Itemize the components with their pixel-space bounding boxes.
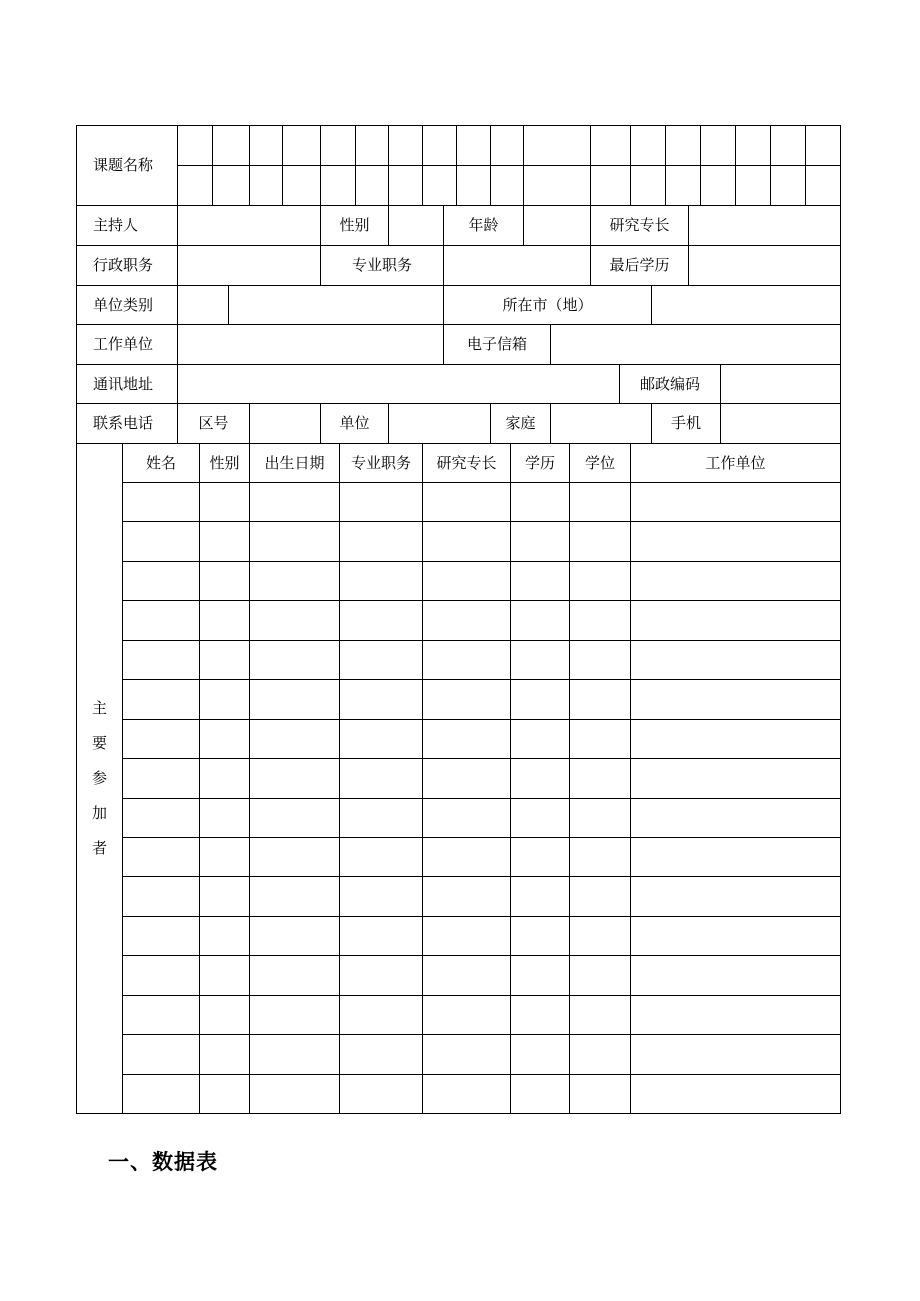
participants-table-cell[interactable] bbox=[339, 758, 423, 799]
project-name-char-box[interactable] bbox=[700, 165, 736, 206]
participants-table-cell[interactable] bbox=[339, 916, 423, 956]
participants-table-cell[interactable] bbox=[339, 640, 423, 680]
section-heading: 一、数据表 bbox=[108, 1150, 218, 1174]
participants-table-cell[interactable] bbox=[630, 600, 841, 641]
participants-table-cell[interactable] bbox=[122, 1074, 200, 1114]
participants-table-cell[interactable] bbox=[569, 640, 631, 680]
participants-table-cell[interactable] bbox=[630, 482, 841, 522]
participants-table-cell[interactable] bbox=[199, 876, 250, 917]
participants-header-cell: 学位 bbox=[569, 443, 631, 483]
participants-table-cell[interactable] bbox=[422, 876, 511, 917]
participants-table-cell[interactable] bbox=[422, 561, 511, 601]
participants-table-cell[interactable] bbox=[122, 561, 200, 601]
mobile-label: 手机 bbox=[651, 403, 721, 444]
participants-section-char: 主 bbox=[91, 699, 107, 717]
participants-table-cell[interactable] bbox=[249, 719, 340, 759]
participants-table-cell[interactable] bbox=[569, 679, 631, 720]
participants-table-cell[interactable] bbox=[569, 1034, 631, 1075]
participants-table-cell[interactable] bbox=[510, 561, 570, 601]
specialty-input[interactable] bbox=[688, 205, 841, 246]
participants-table-cell[interactable] bbox=[510, 916, 570, 956]
participants-header-cell: 学历 bbox=[510, 443, 570, 483]
participants-table-cell[interactable] bbox=[199, 561, 250, 601]
participants-table-cell[interactable] bbox=[569, 719, 631, 759]
project-name-char-box[interactable] bbox=[770, 165, 806, 206]
participants-table-cell[interactable] bbox=[249, 600, 340, 641]
participants-table-cell[interactable] bbox=[569, 995, 631, 1035]
participants-table-cell[interactable] bbox=[510, 798, 570, 838]
participants-table-cell[interactable] bbox=[339, 837, 423, 877]
participants-table-cell[interactable] bbox=[249, 758, 340, 799]
project-name-char-box[interactable] bbox=[490, 165, 524, 206]
project-name-char-box[interactable] bbox=[355, 165, 389, 206]
project-name-char-box[interactable] bbox=[388, 125, 423, 166]
participants-table-cell[interactable] bbox=[339, 876, 423, 917]
project-name-char-box[interactable] bbox=[805, 165, 841, 206]
participants-table-cell[interactable] bbox=[199, 640, 250, 680]
participants-table-cell[interactable] bbox=[630, 1034, 841, 1075]
participants-table-cell[interactable] bbox=[569, 798, 631, 838]
participants-header-cell: 出生日期 bbox=[249, 443, 340, 483]
participants-table-cell[interactable] bbox=[510, 1034, 570, 1075]
participants-table-cell[interactable] bbox=[422, 995, 511, 1035]
project-name-char-box[interactable] bbox=[490, 125, 524, 166]
highest-education-label: 最后学历 bbox=[590, 245, 689, 286]
work-unit-label: 工作单位 bbox=[76, 324, 178, 365]
unit-type-label: 单位类别 bbox=[76, 285, 178, 325]
participants-table-cell[interactable] bbox=[422, 916, 511, 956]
participants-table-cell[interactable] bbox=[422, 1074, 511, 1114]
participants-table-cell[interactable] bbox=[339, 679, 423, 720]
participants-table-cell[interactable] bbox=[199, 679, 250, 720]
participants-table-cell[interactable] bbox=[630, 916, 841, 956]
participants-table-cell[interactable] bbox=[510, 995, 570, 1035]
participants-table-cell[interactable] bbox=[199, 837, 250, 877]
postcode-input[interactable] bbox=[720, 364, 841, 404]
participants-header-cell: 工作单位 bbox=[630, 443, 841, 483]
participants-table-cell[interactable] bbox=[339, 798, 423, 838]
participants-section-char: 要 bbox=[91, 734, 107, 752]
email-input[interactable] bbox=[550, 324, 841, 365]
participants-table-cell[interactable] bbox=[122, 640, 200, 680]
participants-table-cell[interactable] bbox=[199, 1074, 250, 1114]
participants-table-cell[interactable] bbox=[569, 521, 631, 562]
participants-table-cell[interactable] bbox=[339, 521, 423, 562]
participants-table-cell[interactable] bbox=[199, 482, 250, 522]
participants-table-cell[interactable] bbox=[630, 640, 841, 680]
participants-table-cell[interactable] bbox=[122, 521, 200, 562]
participants-header-cell: 研究专长 bbox=[422, 443, 511, 483]
participants-table-cell[interactable] bbox=[199, 995, 250, 1035]
participants-table-cell[interactable] bbox=[122, 758, 200, 799]
participants-table-cell[interactable] bbox=[199, 955, 250, 996]
specialty-label: 研究专长 bbox=[590, 205, 689, 246]
participants-header-cell: 专业职务 bbox=[339, 443, 423, 483]
participants-table-cell[interactable] bbox=[510, 719, 570, 759]
participants-table-cell[interactable] bbox=[569, 955, 631, 996]
phone-label: 联系电话 bbox=[76, 403, 178, 444]
participants-table-cell[interactable] bbox=[569, 837, 631, 877]
participants-table-cell[interactable] bbox=[630, 719, 841, 759]
unit-type-code-input[interactable] bbox=[177, 285, 229, 325]
participants-table-cell[interactable] bbox=[199, 758, 250, 799]
project-name-char-box[interactable] bbox=[630, 125, 666, 166]
participants-table-cell[interactable] bbox=[630, 561, 841, 601]
admin-position-input[interactable] bbox=[177, 245, 321, 286]
participants-table-cell[interactable] bbox=[422, 798, 511, 838]
participants-table-cell[interactable] bbox=[339, 1074, 423, 1114]
participants-table-cell[interactable] bbox=[339, 995, 423, 1035]
project-name-char-box[interactable] bbox=[212, 165, 250, 206]
participants-table-cell[interactable] bbox=[510, 521, 570, 562]
gender-input[interactable] bbox=[388, 205, 444, 246]
participants-table-cell[interactable] bbox=[122, 837, 200, 877]
professional-title-input[interactable] bbox=[443, 245, 591, 286]
participants-table-cell[interactable] bbox=[249, 679, 340, 720]
participants-table-cell[interactable] bbox=[249, 837, 340, 877]
city-input[interactable] bbox=[651, 285, 841, 325]
project-name-char-box[interactable] bbox=[590, 125, 631, 166]
project-name-char-box[interactable] bbox=[523, 125, 591, 166]
project-name-char-box[interactable] bbox=[523, 165, 591, 206]
participants-table-cell[interactable] bbox=[422, 521, 511, 562]
project-name-char-box[interactable] bbox=[422, 125, 457, 166]
project-name-char-box[interactable] bbox=[770, 125, 806, 166]
project-name-char-box[interactable] bbox=[665, 165, 701, 206]
project-name-label: 课题名称 bbox=[76, 125, 178, 206]
project-name-char-box[interactable] bbox=[590, 165, 631, 206]
participants-table-cell[interactable] bbox=[422, 640, 511, 680]
participants-section-char: 加 bbox=[91, 804, 107, 822]
mobile-input[interactable] bbox=[720, 403, 841, 444]
office-phone-input[interactable] bbox=[388, 403, 491, 444]
participants-table-cell[interactable] bbox=[510, 640, 570, 680]
participants-table-cell[interactable] bbox=[249, 798, 340, 838]
project-name-char-box[interactable] bbox=[805, 125, 841, 166]
participants-table-cell[interactable] bbox=[510, 679, 570, 720]
participants-table-cell[interactable] bbox=[339, 482, 423, 522]
participants-table-cell[interactable] bbox=[630, 1074, 841, 1114]
participants-table-cell[interactable] bbox=[630, 876, 841, 917]
participants-table-cell[interactable] bbox=[422, 679, 511, 720]
participants-table-cell[interactable] bbox=[422, 600, 511, 641]
participants-table-cell[interactable] bbox=[569, 561, 631, 601]
participants-table-cell[interactable] bbox=[122, 1034, 200, 1075]
project-name-char-box[interactable] bbox=[320, 165, 356, 206]
participants-table-cell[interactable] bbox=[422, 955, 511, 996]
participants-table-cell[interactable] bbox=[339, 1034, 423, 1075]
participants-table-cell[interactable] bbox=[249, 995, 340, 1035]
participants-table-cell[interactable] bbox=[249, 640, 340, 680]
participants-table-cell[interactable] bbox=[510, 758, 570, 799]
participants-table-cell[interactable] bbox=[510, 1074, 570, 1114]
age-input[interactable] bbox=[523, 205, 591, 246]
city-label: 所在市（地） bbox=[443, 285, 652, 325]
project-name-char-box[interactable] bbox=[177, 165, 213, 206]
project-name-char-box[interactable] bbox=[456, 165, 491, 206]
participants-table-cell[interactable] bbox=[569, 1074, 631, 1114]
participants-table-cell[interactable] bbox=[422, 837, 511, 877]
project-name-char-box[interactable] bbox=[320, 125, 356, 166]
participants-table-cell[interactable] bbox=[122, 679, 200, 720]
area-code-label: 区号 bbox=[177, 403, 250, 444]
participants-header-cell: 性别 bbox=[199, 443, 250, 483]
participants-table-cell[interactable] bbox=[630, 837, 841, 877]
participants-table-cell[interactable] bbox=[122, 955, 200, 996]
participants-table-cell[interactable] bbox=[422, 719, 511, 759]
project-name-char-box[interactable] bbox=[388, 165, 423, 206]
professional-title-label: 专业职务 bbox=[320, 245, 444, 286]
participants-table-cell[interactable] bbox=[630, 521, 841, 562]
participants-table-cell[interactable] bbox=[422, 1034, 511, 1075]
project-name-char-box[interactable] bbox=[177, 125, 213, 166]
participants-table-cell[interactable] bbox=[199, 600, 250, 641]
participants-table-cell[interactable] bbox=[510, 955, 570, 996]
participants-table-cell[interactable] bbox=[249, 876, 340, 917]
office-phone-label: 单位 bbox=[320, 403, 389, 444]
participants-table-cell[interactable] bbox=[569, 758, 631, 799]
project-name-char-box[interactable] bbox=[249, 125, 283, 166]
project-name-char-box[interactable] bbox=[665, 125, 701, 166]
participants-table-cell[interactable] bbox=[199, 521, 250, 562]
participants-table-cell[interactable] bbox=[249, 1074, 340, 1114]
participants-table-cell[interactable] bbox=[249, 916, 340, 956]
participants-table-cell[interactable] bbox=[122, 876, 200, 917]
participants-table-cell[interactable] bbox=[199, 1034, 250, 1075]
participants-table-cell[interactable] bbox=[249, 955, 340, 996]
participants-table-cell[interactable] bbox=[249, 1034, 340, 1075]
participants-table-cell[interactable] bbox=[249, 561, 340, 601]
participants-table-cell[interactable] bbox=[510, 876, 570, 917]
host-label: 主持人 bbox=[76, 205, 178, 246]
participants-table-cell[interactable] bbox=[569, 482, 631, 522]
participants-table-cell[interactable] bbox=[339, 719, 423, 759]
project-name-char-box[interactable] bbox=[630, 165, 666, 206]
participants-table-cell[interactable] bbox=[630, 758, 841, 799]
home-phone-label: 家庭 bbox=[490, 403, 551, 444]
project-name-char-box[interactable] bbox=[249, 165, 283, 206]
participants-table-cell[interactable] bbox=[422, 758, 511, 799]
participants-table-cell[interactable] bbox=[510, 837, 570, 877]
participants-table-cell[interactable] bbox=[569, 916, 631, 956]
participants-table-cell[interactable] bbox=[122, 600, 200, 641]
participants-table-cell[interactable] bbox=[122, 719, 200, 759]
project-name-char-box[interactable] bbox=[700, 125, 736, 166]
participants-table-cell[interactable] bbox=[249, 482, 340, 522]
participants-table-cell[interactable] bbox=[249, 521, 340, 562]
email-label: 电子信箱 bbox=[443, 324, 551, 365]
participants-section-char: 参 bbox=[91, 769, 107, 787]
participants-table-cell[interactable] bbox=[510, 482, 570, 522]
address-input[interactable] bbox=[177, 364, 620, 404]
participants-table-cell[interactable] bbox=[339, 561, 423, 601]
participants-table-cell[interactable] bbox=[199, 916, 250, 956]
project-name-char-box[interactable] bbox=[456, 125, 491, 166]
address-label: 通讯地址 bbox=[76, 364, 178, 404]
participants-table-cell[interactable] bbox=[122, 916, 200, 956]
project-name-char-box[interactable] bbox=[355, 125, 389, 166]
participants-header-cell: 姓名 bbox=[122, 443, 200, 483]
area-code-input[interactable] bbox=[249, 403, 321, 444]
participants-table-cell[interactable] bbox=[630, 955, 841, 996]
project-name-char-box[interactable] bbox=[212, 125, 250, 166]
participants-table-cell[interactable] bbox=[510, 600, 570, 641]
project-name-char-box[interactable] bbox=[282, 165, 321, 206]
participants-table-cell[interactable] bbox=[569, 876, 631, 917]
project-name-char-box[interactable] bbox=[422, 165, 457, 206]
gender-label: 性别 bbox=[320, 205, 389, 246]
participants-section-label bbox=[76, 443, 123, 1114]
project-name-char-box[interactable] bbox=[735, 165, 771, 206]
age-label: 年龄 bbox=[443, 205, 524, 246]
project-name-char-box[interactable] bbox=[282, 125, 321, 166]
postcode-label: 邮政编码 bbox=[619, 364, 721, 404]
host-input[interactable] bbox=[177, 205, 321, 246]
highest-education-input[interactable] bbox=[688, 245, 841, 286]
participants-section-char: 者 bbox=[91, 839, 107, 857]
participants-table-cell[interactable] bbox=[339, 955, 423, 996]
participants-table-cell[interactable] bbox=[630, 679, 841, 720]
participants-table-cell[interactable] bbox=[122, 482, 200, 522]
participants-table-cell[interactable] bbox=[422, 482, 511, 522]
participants-table-cell[interactable] bbox=[122, 995, 200, 1035]
participants-table-cell[interactable] bbox=[339, 600, 423, 641]
participants-table-cell[interactable] bbox=[122, 798, 200, 838]
admin-position-label: 行政职务 bbox=[76, 245, 178, 286]
participants-table-cell[interactable] bbox=[630, 995, 841, 1035]
project-name-char-box[interactable] bbox=[735, 125, 771, 166]
work-unit-input[interactable] bbox=[177, 324, 444, 365]
participants-table-cell[interactable] bbox=[630, 798, 841, 838]
participants-table-cell[interactable] bbox=[199, 798, 250, 838]
participants-table-cell[interactable] bbox=[199, 719, 250, 759]
unit-type-input[interactable] bbox=[228, 285, 444, 325]
participants-table-cell[interactable] bbox=[569, 600, 631, 641]
home-phone-input[interactable] bbox=[550, 403, 652, 444]
